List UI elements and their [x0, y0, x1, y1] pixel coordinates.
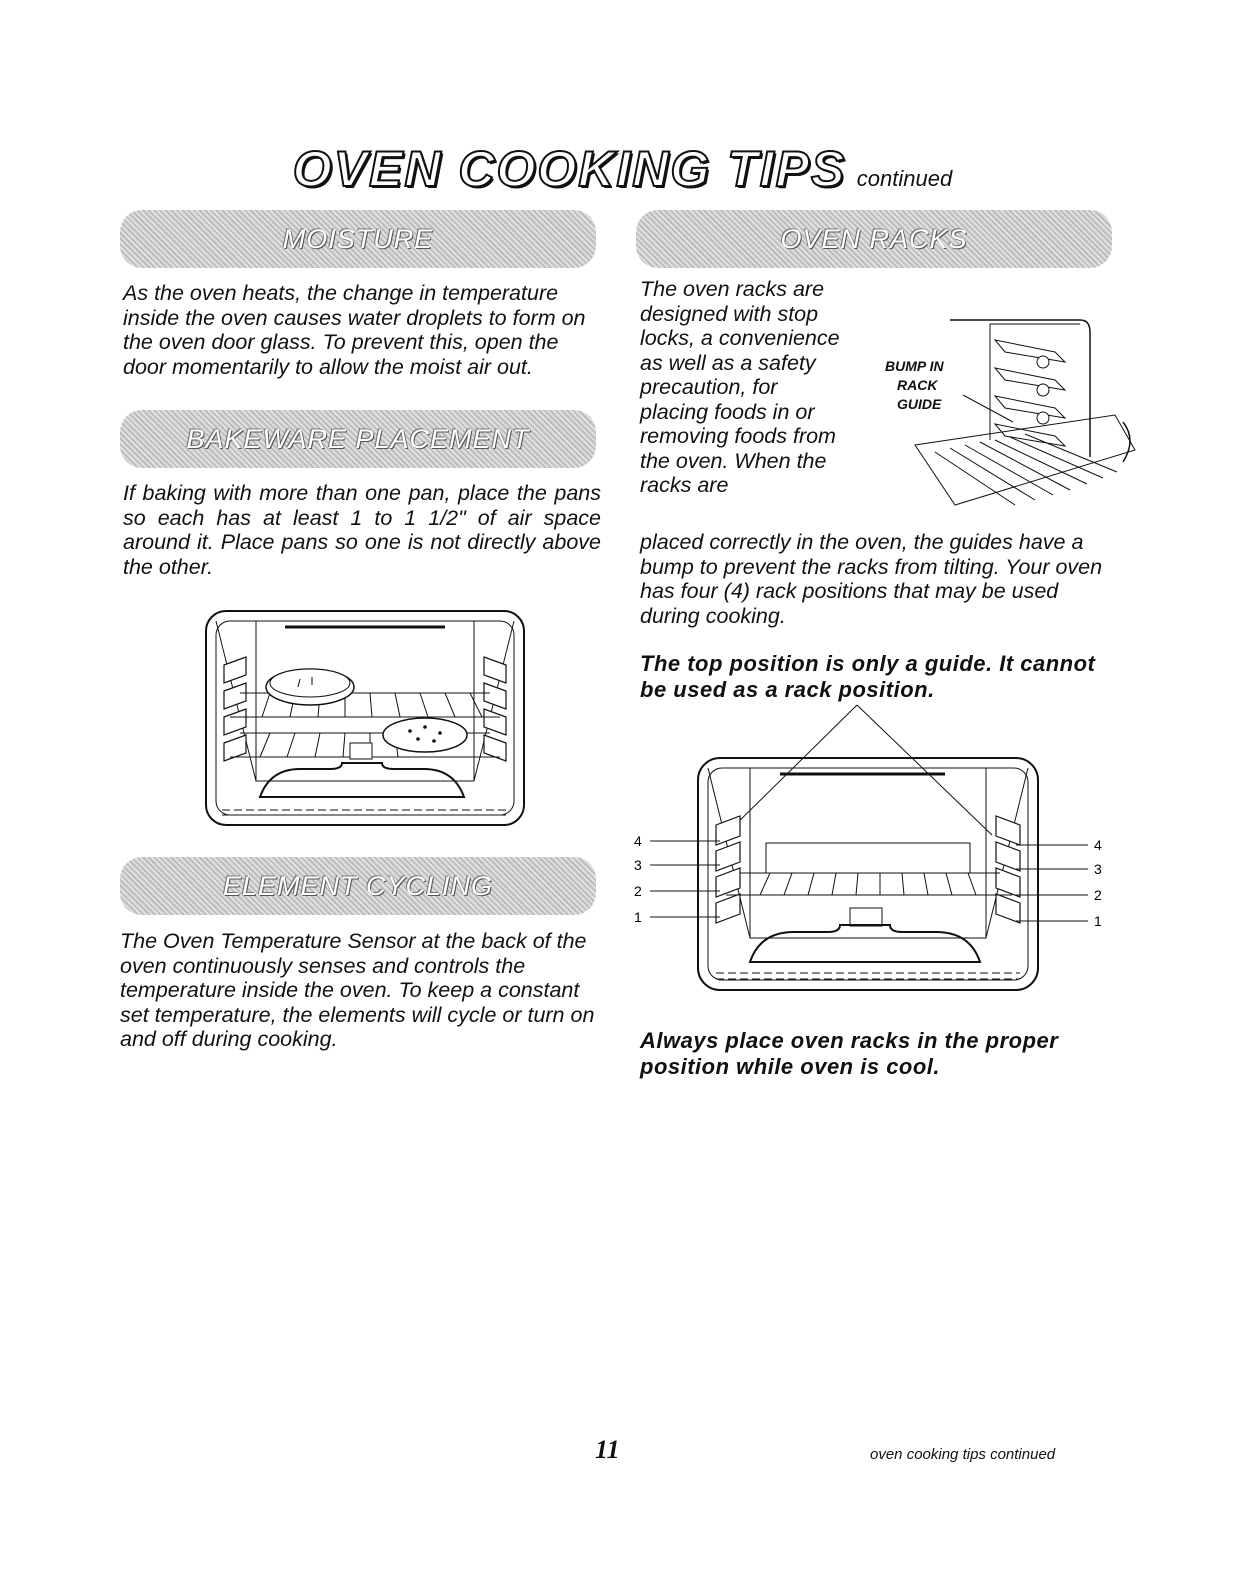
title-continued: continued	[856, 166, 953, 191]
rack-number-right-3: 3	[1094, 861, 1102, 877]
moisture-heading: MOISTURE	[282, 223, 434, 254]
element-cycling-heading: ELEMENT CYCLING	[222, 870, 494, 901]
title-main: OVEN COOKING TIPS	[292, 141, 847, 197]
rack-guide-illustration	[895, 310, 1140, 525]
oven-racks-heading: OVEN RACKS	[780, 223, 968, 254]
rack-number-left-4: 4	[634, 833, 642, 849]
bakeware-heading: BAKEWARE PLACEMENT	[186, 423, 530, 454]
rack-number-right-2: 2	[1094, 887, 1102, 903]
oven-racks-text-wide: placed correctly in the oven, the guides have a bump to prevent the racks from tilting. Your oven has four (4) rack positions that may be used during cooking.	[640, 530, 1103, 628]
page-number: 11	[595, 1435, 620, 1464]
oven-racks-text-narrow: The oven racks are designed with stop locks, a convenience as well as a safety precaution, for placing foods in or removing foods from the oven. When the racks are	[640, 277, 840, 497]
rack-number-right-1: 1	[1094, 913, 1102, 929]
rack-number-right-4: 4	[1094, 837, 1102, 853]
page-title	[0, 140, 1245, 198]
oven-racks-banner	[636, 210, 1112, 268]
footer-caption: oven cooking tips continued	[870, 1446, 1056, 1463]
oven-racks-warning: Always place oven racks in the proper position while oven is cool.	[640, 1028, 1059, 1079]
bakeware-text: If baking with more than one pan, place the pans so each has at least 1 to 1 1/2" of air space around it. Place pans so one is not directly above the other.	[123, 481, 601, 579]
bump-label-line-3: GUIDE	[897, 396, 942, 412]
oven-racks-note: The top position is only a guide. It cannot be used as a rack position.	[640, 651, 1096, 702]
oven-bakeware-illustration	[200, 605, 530, 830]
element-cycling-text: The Oven Temperature Sensor at the back of the oven continuously senses and controls the temperature inside the oven. To keep a constant set temperature, the elements will cycle or turn on and off during cooking.	[120, 929, 595, 1051]
rack-number-left-3: 3	[634, 857, 642, 873]
rack-number-left-2: 2	[634, 883, 642, 899]
bakeware-banner	[120, 410, 596, 468]
moisture-text: As the oven heats, the change in temperature inside the oven causes water droplets to form on the oven door glass. To prevent this, open the door momentarily to allow the moist air out.	[123, 281, 586, 379]
bump-label-line-2: RACK	[897, 377, 938, 393]
moisture-banner	[120, 210, 596, 268]
element-cycling-banner	[120, 857, 596, 915]
rack-number-left-1: 1	[634, 909, 642, 925]
rack-positions-illustration	[620, 705, 1110, 1005]
bump-label-line-1: BUMP IN	[885, 358, 944, 374]
